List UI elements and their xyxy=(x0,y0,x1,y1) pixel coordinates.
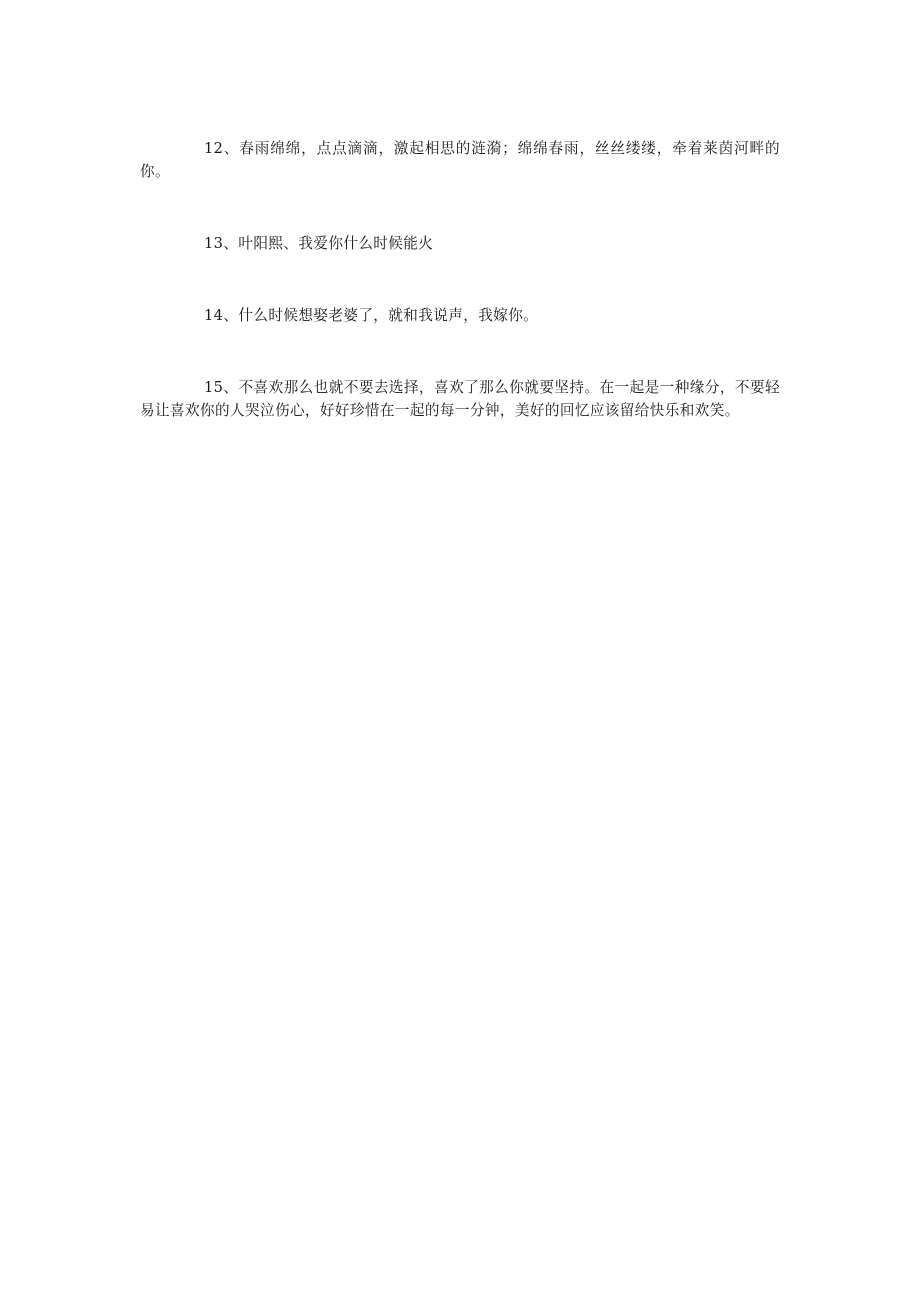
paragraph-13: 13、叶阳熙、我爱你什么时候能火 xyxy=(204,235,434,252)
document-body xyxy=(140,137,780,422)
paragraph-12: 12、春雨绵绵，点点滴滴，激起相思的涟漪；绵绵春雨，丝丝缕缕，牵着莱茵河畔的你。 xyxy=(140,140,780,180)
paragraph-15: 15、不喜欢那么也就不要去选择，喜欢了那么你就要坚持。在一起是一种缘分，不要轻易让喜欢你的人哭泣伤心，好好珍惜在一起的每一分钟，美好的回忆应该留给快乐和欢笑。 xyxy=(140,379,780,419)
paragraph-14: 14、什么时候想娶老婆了，就和我说声，我嫁你。 xyxy=(204,307,539,324)
